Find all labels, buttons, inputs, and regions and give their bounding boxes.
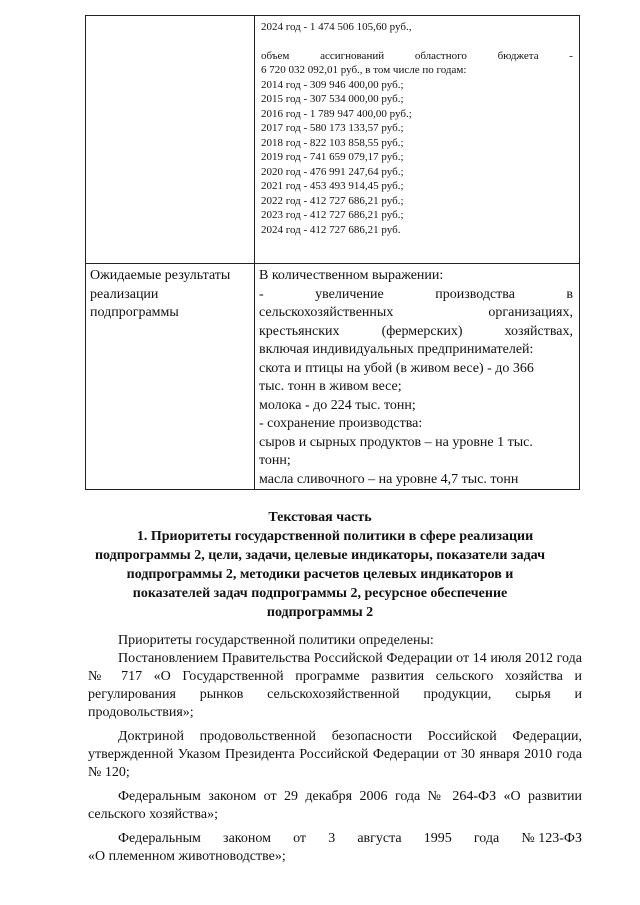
results-label-cell: Ожидаемые результаты реализации подпрограммы [86, 264, 255, 490]
results-intro: В количественном выражении: [259, 268, 444, 283]
results-line-10: тонн; [259, 453, 291, 468]
funding-year-2023: 2023 год - 412 727 686,21 руб.; [261, 209, 404, 221]
funding-year-2014: 2014 год - 309 946 400,00 руб.; [261, 78, 404, 91]
subsection-title: 1. Приоритеты государственной политики в сфере реализации подпрограммы 2, цели, задачи, целевые индикаторы, показатели задач подпрограммы 2, методики расчетов целевых индикаторов и показателей задач подпрограммы 2, ресурсное обеспечение подпрограммы 2 [94, 529, 546, 620]
funding-2024-total: 2024 год - 1 474 506 105,60 руб., [261, 21, 412, 33]
paragraph-5-line-1: Федеральным законом от 3 августа 1995 года № 123-ФЗ [118, 831, 582, 846]
results-line-3: крестьянских (фермерских) хозяйствах, [259, 323, 573, 339]
funding-year-2020: 2020 год - 476 991 247,64 руб.; [261, 165, 404, 178]
body-text [88, 632, 582, 866]
results-line-5: скота и птицы на убой (в живом весе) - до 366 [259, 360, 534, 376]
results-line-8: - сохранение производства: [259, 416, 423, 431]
results-line-4: включая индивидуальных предпринимателей: [259, 342, 534, 357]
regional-budget-total: 6 720 032 092,01 руб., в том числе по годам: [261, 64, 467, 76]
funding-year-2024: 2024 год - 412 727 686,21 руб. [261, 223, 401, 236]
results-line-1: - увеличение производства в [259, 286, 573, 302]
paragraph-2: Постановлением Правительства Российской Федерации от 14 июля 2012 года № 717 «О Государственной программе развития сельского хозяйства и регулирования рынков сельскохозяйственной продукции, сырья и продовольствия»; [88, 651, 582, 720]
funding-year-2018: 2018 год - 822 103 858,55 руб.; [261, 136, 404, 149]
funding-cell [255, 16, 580, 264]
passport-table [85, 15, 580, 490]
section-title: Текстовая часть [268, 510, 372, 525]
funding-year-2021: 2021 год - 453 493 914,45 руб.; [261, 180, 404, 192]
results-line-2: сельскохозяйственных организациях, [259, 305, 573, 320]
regional-budget-line: объем ассигнований областного бюджета - [261, 49, 573, 62]
funding-year-2019: 2019 год - 741 659 079,17 руб.; [261, 151, 404, 163]
paragraph-1: Приоритеты государственной политики определены: [118, 633, 434, 648]
funding-label-cell [86, 16, 255, 264]
paragraph-5-line-2: «О племенном животноводстве»; [88, 849, 286, 864]
paragraph-4: Федеральным законом от 29 декабря 2006 года № 264-ФЗ «О развитии сельского хозяйства»; [88, 789, 582, 822]
funding-year-2017: 2017 год - 580 173 133,57 руб.; [261, 122, 404, 134]
results-line-6: тыс. тонн в живом весе; [259, 379, 402, 394]
funding-year-2016: 2016 год - 1 789 947 400,00 руб.; [261, 107, 412, 120]
results-line-11: масла сливочного – на уровне 4,7 тыс. тонн [259, 471, 519, 487]
results-line-9: сыров и сырных продуктов – на уровне 1 тыс. [259, 434, 533, 450]
paragraph-5 [88, 830, 582, 866]
funding-year-2022: 2022 год - 412 727 686,21 руб.; [261, 194, 404, 207]
results-cell [255, 264, 580, 490]
funding-year-2015: 2015 год - 307 534 000,00 руб.; [261, 93, 404, 105]
results-line-7: молока - до 224 тыс. тонн; [259, 397, 416, 413]
paragraph-3: Доктриной продовольственной безопасности Российской Федерации, утвержденной Указом Президента Российской Федерации от 30 января 2010 года № 120; [88, 729, 582, 780]
